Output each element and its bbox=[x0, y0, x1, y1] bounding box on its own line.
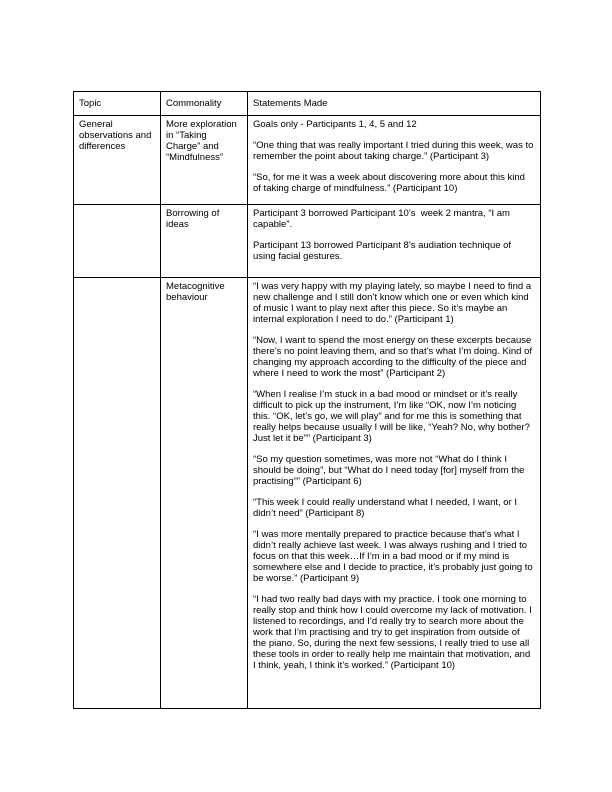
statements-table bbox=[73, 91, 541, 709]
column-header-statements-made: Statements Made bbox=[248, 92, 541, 116]
statement-paragraph: Participant 13 borrowed Participant 8’s audiation technique of using facial gestures. bbox=[253, 240, 514, 262]
column-header-topic: Topic bbox=[74, 92, 161, 116]
statements-cell bbox=[248, 205, 541, 278]
statement-paragraph: “So my question sometimes, was more not “What do I think I should be doing”, but “What do I need today [for] myself from the practising”” (Participant 6) bbox=[253, 454, 528, 487]
table-row bbox=[74, 278, 541, 709]
commonality-cell: Metacognitive behaviour bbox=[161, 278, 248, 709]
statement-paragraph: “One thing that was really important I tried during this week, was to remember the point about taking charge.” (Participant 3) bbox=[253, 140, 537, 162]
column-header-commonality: Commonality bbox=[161, 92, 248, 116]
statement-paragraph: “When I realise I’m stuck in a bad mood or mindset or it’s really difficult to pick up the instrument, I’m like “OK, now I’m noticing this. “OK, let’s go, we will play” and for me this is something that really helps because usually I will be like, “Yeah? No, why bother? Just let it be”” (Participant 3) bbox=[253, 389, 533, 444]
commonality-cell: Borrowing of ideas bbox=[161, 205, 248, 278]
statement-paragraph: “I was more mentally prepared to practice because that’s what I didn’t really achieve last week. I was always rushing and I tried to focus on that this week…If I’m in a bad mood or if my mind is somewhere else and I decide to practice, it’s probably just going to be worse.” (Participant 9) bbox=[253, 529, 536, 584]
topic-cell bbox=[74, 278, 161, 709]
statement-paragraph: “So, for me it was a week about discovering more about this kind of taking charge of mindfulness.” (Participant 10) bbox=[253, 172, 528, 194]
statement-paragraph: Participant 3 borrowed Participant 10’s week 2 mantra, “I am capable”. bbox=[253, 208, 513, 230]
topic-cell bbox=[74, 205, 161, 278]
table-row bbox=[74, 205, 541, 278]
statement-paragraph: “I was very happy with my playing lately, so maybe I need to find a new challenge and I still don’t know which one or even which kind of music I want to play next after this piece. So it’s maybe an internal exploration I need to do.” (Participant 1) bbox=[253, 281, 534, 325]
statement-paragraph: Goals only - Participants 1, 4, 5 and 12 bbox=[253, 119, 417, 130]
table-row bbox=[74, 116, 541, 205]
statement-paragraph: “Now, I want to spend the most energy on these excerpts because there’s no point leaving them, and so that’s what I’m doing. Kind of changing my approach according to the difficulty of the piece and where I need to work the most” (Participant 2) bbox=[253, 335, 535, 379]
table-header-row bbox=[74, 92, 541, 116]
statements-cell bbox=[248, 278, 541, 709]
statement-paragraph: “I had two really bad days with my practice. I took one morning to really stop and think how I could overcome my lack of motivation. I listened to recordings, and I’d really try to search more about the work that I’m practising and try to get inspiration from outside of the piano. So, during the next few sessions, I really tried to use all these tools in order to really help me maintain that motivation, and I think, yeah, I think it’s worked.” (Participant 10) bbox=[253, 594, 535, 671]
statement-paragraph: “This week I could really understand what I needed, I want, or I didn’t need” (Participant 8) bbox=[253, 497, 520, 519]
statements-cell bbox=[248, 116, 541, 205]
topic-cell: General observations and differences bbox=[74, 116, 161, 205]
commonality-cell: More exploration in “Taking Charge” and “Mindfulness” bbox=[161, 116, 248, 205]
